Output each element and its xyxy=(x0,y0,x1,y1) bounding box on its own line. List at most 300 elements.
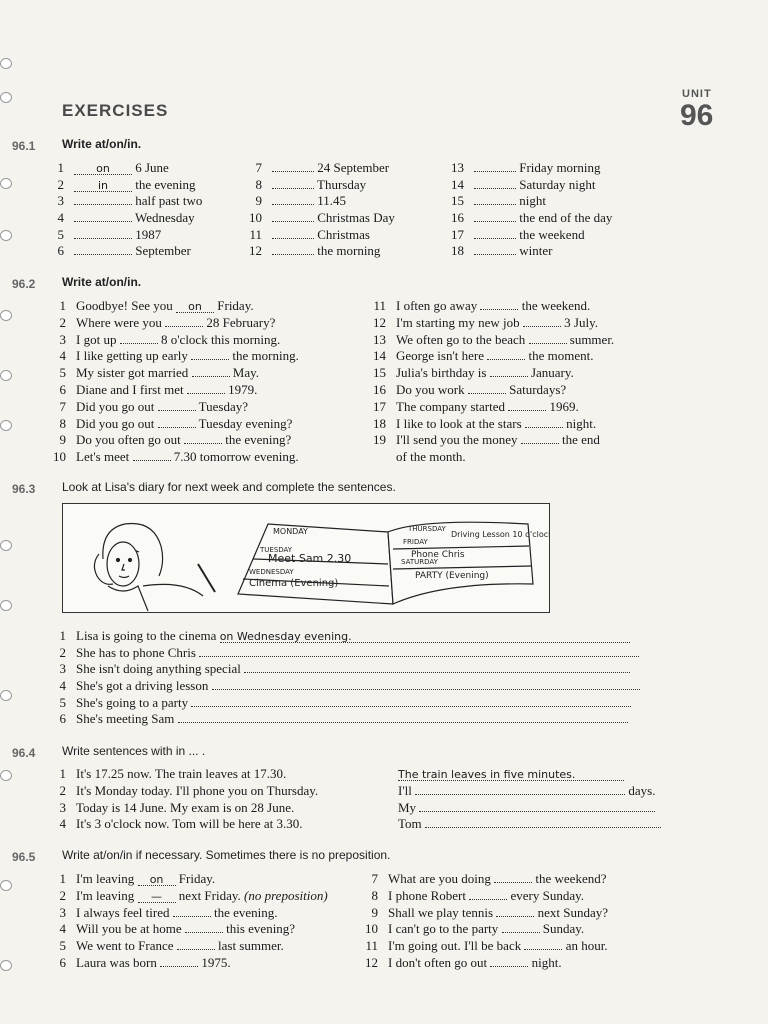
answer-blank[interactable] xyxy=(494,882,532,883)
item-number: 1 xyxy=(59,766,66,781)
answer-blank[interactable] xyxy=(212,689,640,690)
answer-blank[interactable] xyxy=(474,238,516,239)
exercise-item xyxy=(248,193,395,210)
unit-label: UNIT xyxy=(682,88,712,100)
item-number: 17 xyxy=(451,226,464,242)
item-text: 24 September xyxy=(317,160,390,175)
item-text: the morning xyxy=(317,243,381,259)
exercise-961-col1 xyxy=(50,160,202,260)
answer-blank[interactable] xyxy=(469,899,507,900)
answer-blank[interactable]: on Wednesday evening. xyxy=(220,632,630,643)
item-text: Christmas xyxy=(317,226,370,242)
answer-blank[interactable] xyxy=(480,309,518,310)
binder-hole xyxy=(0,960,12,971)
answer-blank[interactable] xyxy=(177,949,215,950)
item-number: 6 xyxy=(59,381,66,397)
item-text: this evening? xyxy=(226,921,296,937)
item-text: Friday. xyxy=(217,298,254,313)
diary-saturday-note: PARTY (Evening) xyxy=(415,571,489,581)
item-text: I'm going out. I'll be back xyxy=(388,938,525,954)
diary-drawing xyxy=(63,504,549,612)
binder-hole xyxy=(0,370,12,381)
item-text: It's 3 o'clock now. Tom will be here at 3.30. xyxy=(76,816,303,832)
answer-blank[interactable]: The train leaves in five minutes. xyxy=(398,770,624,781)
binder-hole xyxy=(0,600,12,611)
item-text: Tuesday? xyxy=(198,398,248,414)
exercise-item xyxy=(450,243,612,260)
exercise-item xyxy=(52,365,299,382)
item-number: 5 xyxy=(59,938,66,954)
exercise-item xyxy=(50,177,202,194)
exercise-item xyxy=(372,416,614,433)
item-text: We went to France xyxy=(76,938,177,954)
exercise-item xyxy=(372,365,614,382)
exercise-item xyxy=(372,348,614,365)
answer-blank[interactable] xyxy=(415,794,625,795)
item-number: 8 xyxy=(59,415,66,431)
exercise-961-col3 xyxy=(450,160,612,260)
item-text: Sunday. xyxy=(542,921,585,937)
item-text: Friday. xyxy=(178,871,216,886)
item-number: 1 xyxy=(57,160,64,175)
item-text: the weekend? xyxy=(535,871,607,886)
item-text: She's meeting Sam xyxy=(76,711,178,727)
exercise-item xyxy=(52,955,328,972)
item-text: Shall we play tennis xyxy=(388,904,497,920)
item-text: Diane and I first met xyxy=(76,381,187,397)
item-text: 1975. xyxy=(201,954,231,970)
exercise-item xyxy=(52,783,672,800)
item-text: summer. xyxy=(569,331,615,347)
item-text: Saturdays? xyxy=(509,381,567,397)
answer-start: My xyxy=(398,799,420,815)
answer-blank[interactable]: in xyxy=(74,181,132,192)
item-number: 14 xyxy=(373,348,386,364)
exercise-item xyxy=(372,298,614,315)
item-number: 4 xyxy=(57,210,64,226)
diary-wednesday: WEDNESDAY xyxy=(249,568,294,576)
item-text: the end xyxy=(562,432,600,448)
item-number: 5 xyxy=(57,226,64,242)
exercise-item xyxy=(52,416,299,433)
exercise-item xyxy=(52,711,640,728)
item-text: I can't go to the party xyxy=(388,921,502,937)
answer-blank[interactable] xyxy=(496,916,534,917)
item-number: 4 xyxy=(59,921,66,937)
item-text: last summer. xyxy=(218,938,284,954)
exercise-item xyxy=(52,628,640,645)
item-text: January. xyxy=(530,365,574,381)
item-number: 3 xyxy=(57,193,64,209)
item-number: 12 xyxy=(249,243,262,259)
answer-blank[interactable] xyxy=(419,811,655,812)
answer-blank[interactable] xyxy=(508,410,546,411)
diary-monday: MONDAY xyxy=(273,527,308,536)
item-text: I like getting up early xyxy=(76,348,192,364)
item-text: 3 July. xyxy=(564,314,598,330)
item-number: 6 xyxy=(59,954,66,970)
answer-blank[interactable] xyxy=(523,326,561,327)
item-text: night xyxy=(519,193,546,209)
diary-friday: FRIDAY xyxy=(403,538,428,546)
answer-blank[interactable] xyxy=(191,359,229,360)
answer-blank[interactable] xyxy=(524,949,562,950)
item-text: 8 o'clock this morning. xyxy=(160,331,281,347)
item-text: It's Monday today. I'll phone you on Thursday. xyxy=(76,782,319,798)
item-number: 7 xyxy=(255,160,262,175)
item-text: We often go to the beach xyxy=(396,331,529,347)
binder-hole xyxy=(0,92,12,103)
item-text: winter xyxy=(519,243,553,259)
answer-blank[interactable] xyxy=(272,204,314,205)
item-text: 6 June xyxy=(135,160,169,175)
item-text: I don't often go out xyxy=(388,954,491,970)
item-text: She's going to a party xyxy=(76,694,192,710)
diary-tuesday: TUESDAY xyxy=(260,546,293,554)
exercise-item xyxy=(50,227,202,244)
item-text: Goodbye! See you xyxy=(76,298,177,313)
item-text: Do you often go out xyxy=(76,432,184,448)
item-number: 18 xyxy=(451,243,464,259)
item-text: 1987 xyxy=(135,226,162,242)
exercise-instruction: Look at Lisa's diary for next week and complete the sentences. xyxy=(62,480,396,494)
answer-line-group xyxy=(398,766,624,783)
answer-blank[interactable] xyxy=(272,171,314,172)
item-text: an hour. xyxy=(565,938,608,954)
item-number: 3 xyxy=(59,331,66,347)
answer-blank[interactable]: on xyxy=(176,302,214,313)
answer-blank[interactable] xyxy=(487,359,525,360)
answer-blank[interactable] xyxy=(474,171,516,172)
exercise-instruction: Write at/on/in. xyxy=(62,275,142,289)
exercise-item xyxy=(52,695,640,712)
answer-blank[interactable] xyxy=(272,254,314,255)
item-text: She isn't doing anything special xyxy=(76,661,245,677)
item-text: What are you doing xyxy=(388,871,495,886)
exercise-item xyxy=(372,432,614,449)
item-text: 1969. xyxy=(549,398,579,414)
answer-blank[interactable] xyxy=(474,254,516,255)
item-number: 2 xyxy=(59,782,66,798)
item-number: 2 xyxy=(59,644,66,660)
answer-blank[interactable] xyxy=(192,376,230,377)
exercise-963-items xyxy=(52,628,640,728)
exercise-item xyxy=(364,888,608,905)
item-text: I'm leaving xyxy=(76,871,138,886)
exercise-item xyxy=(364,921,608,938)
exercise-item xyxy=(248,160,395,177)
item-number: 4 xyxy=(59,678,66,694)
answer-line-group xyxy=(398,800,655,817)
answer-blank[interactable] xyxy=(74,221,132,222)
answer-blank[interactable] xyxy=(185,932,223,933)
exercise-item xyxy=(248,177,395,194)
item-number: 18 xyxy=(373,415,386,431)
exercise-item xyxy=(450,177,612,194)
answer-blank[interactable] xyxy=(158,427,196,428)
item-text: Today is 14 June. My exam is on 28 June. xyxy=(76,799,295,815)
item-number: 7 xyxy=(59,398,66,414)
item-text: She has to phone Chris xyxy=(76,644,200,660)
binder-hole xyxy=(0,310,12,321)
item-text: night. xyxy=(566,415,597,431)
item-number: 7 xyxy=(371,871,378,886)
diary-wednesday-note: Cinema (Evening) xyxy=(249,578,339,589)
answer-blank[interactable] xyxy=(272,188,314,189)
exercise-item xyxy=(52,382,299,399)
item-text: Did you go out xyxy=(76,415,158,431)
unit-number: 96 xyxy=(680,99,714,132)
answer-blank[interactable] xyxy=(187,393,225,394)
item-text: Where were you xyxy=(76,314,166,330)
page-title: EXERCISES xyxy=(62,101,169,120)
item-text: Wednesday xyxy=(135,210,195,226)
item-number: 3 xyxy=(59,799,66,815)
item-number: 16 xyxy=(373,381,386,397)
item-text: 1979. xyxy=(228,381,258,397)
answer-blank[interactable] xyxy=(133,460,171,461)
exercise-item xyxy=(52,871,328,888)
answer-blank[interactable] xyxy=(525,427,563,428)
item-text: Did you go out xyxy=(76,398,158,414)
item-text: The company started xyxy=(396,398,509,414)
diary-friday-note: Phone Chris xyxy=(411,550,465,560)
answer-blank[interactable] xyxy=(272,221,314,222)
exercise-item xyxy=(52,905,328,922)
answer-start: Tom xyxy=(398,816,425,832)
item-number: 3 xyxy=(59,904,66,920)
item-text: Lisa is going to the cinema xyxy=(76,628,220,643)
exercise-number: 96.2 xyxy=(12,277,36,291)
answer-blank[interactable] xyxy=(74,238,132,239)
item-number: 17 xyxy=(373,398,386,414)
binder-hole xyxy=(0,58,12,69)
exercise-item xyxy=(372,399,614,416)
exercise-item xyxy=(372,449,614,466)
exercise-item xyxy=(52,348,299,365)
exercise-item xyxy=(450,210,612,227)
item-text: 11.45 xyxy=(317,193,347,209)
answer-blank[interactable] xyxy=(490,376,528,377)
answer-blank[interactable] xyxy=(474,221,516,222)
exercise-item xyxy=(248,227,395,244)
exercise-item xyxy=(52,678,640,695)
item-text: I'll send you the money xyxy=(396,432,521,448)
exercise-item xyxy=(50,210,202,227)
item-text: the evening? xyxy=(225,432,292,448)
exercise-item xyxy=(52,449,299,466)
item-text: Do you work xyxy=(396,381,468,397)
item-text: I always feel tired xyxy=(76,904,173,920)
item-number: 10 xyxy=(249,210,262,226)
item-text: She's got a driving lesson xyxy=(76,678,212,694)
item-number: 15 xyxy=(451,193,464,209)
answer-blank[interactable] xyxy=(173,916,211,917)
diary-thursday: THURSDAY xyxy=(408,525,446,533)
item-text: I'm starting my new job xyxy=(396,314,523,330)
item-number: 19 xyxy=(373,432,386,448)
answer-start: I'll xyxy=(398,782,416,798)
item-number: 1 xyxy=(59,298,66,313)
item-number: 14 xyxy=(451,176,464,192)
item-text: the weekend xyxy=(519,226,585,242)
item-text: Friday morning xyxy=(519,160,601,175)
item-text: Laura was born xyxy=(76,954,161,970)
exercise-962-left xyxy=(52,298,299,466)
item-text: Tuesday evening? xyxy=(198,415,293,431)
binder-hole xyxy=(0,178,12,189)
exercise-item xyxy=(52,298,299,315)
answer-blank[interactable] xyxy=(272,238,314,239)
item-text: I got up xyxy=(76,331,120,347)
diary-tuesday-note: Meet Sam 2.30 xyxy=(268,552,352,565)
item-text: half past two xyxy=(135,193,203,209)
exercise-item xyxy=(52,766,672,783)
item-text: of the month. xyxy=(396,449,466,465)
exercise-item xyxy=(52,399,299,416)
item-text: next Sunday? xyxy=(537,904,608,920)
exercise-item xyxy=(52,661,640,678)
answer-blank[interactable] xyxy=(474,188,516,189)
answer-blank[interactable] xyxy=(178,722,628,723)
item-number: 2 xyxy=(59,887,66,903)
answer-blank[interactable]: on xyxy=(74,164,132,175)
item-text: Julia's birthday is xyxy=(396,365,490,381)
exercise-item xyxy=(50,243,202,260)
exercise-item xyxy=(364,938,608,955)
answer-blank[interactable] xyxy=(158,410,196,411)
item-number: 16 xyxy=(451,210,464,226)
binder-hole xyxy=(0,540,12,551)
answer-blank[interactable] xyxy=(521,443,559,444)
exercise-number: 96.5 xyxy=(12,850,36,864)
item-text: the evening. xyxy=(213,904,278,920)
item-number: 3 xyxy=(59,661,66,677)
exercise-item xyxy=(52,332,299,349)
exercise-962-right xyxy=(372,298,614,466)
binder-hole xyxy=(0,770,12,781)
exercise-item xyxy=(52,800,672,817)
lisa-figure xyxy=(94,523,215,611)
answer-blank[interactable] xyxy=(468,393,506,394)
item-number: 6 xyxy=(59,711,66,727)
answer-end: days. xyxy=(625,782,656,798)
exercise-item xyxy=(364,905,608,922)
item-number: 11 xyxy=(365,938,378,954)
answer-blank[interactable]: on xyxy=(138,875,176,886)
binder-hole xyxy=(0,420,12,431)
item-number: 12 xyxy=(365,954,378,970)
item-number: 9 xyxy=(59,432,66,448)
exercise-item xyxy=(372,382,614,399)
item-text: every Sunday. xyxy=(510,887,585,903)
exercise-961-col2 xyxy=(248,160,395,260)
answer-blank[interactable] xyxy=(529,343,567,344)
exercise-item xyxy=(52,432,299,449)
answer-blank[interactable] xyxy=(74,254,132,255)
item-number: 10 xyxy=(365,921,378,937)
item-number: 11 xyxy=(373,298,386,313)
exercise-item xyxy=(52,645,640,662)
item-text: Will you be at home xyxy=(76,921,185,937)
item-text: I phone Robert xyxy=(388,887,470,903)
answer-blank[interactable] xyxy=(199,656,639,657)
item-text: May. xyxy=(232,365,260,381)
exercise-item xyxy=(450,227,612,244)
item-text: I often go away xyxy=(396,298,481,313)
item-number: 1 xyxy=(59,628,66,643)
item-number: 13 xyxy=(373,331,386,347)
binder-hole xyxy=(0,690,12,701)
answer-blank[interactable] xyxy=(244,672,630,673)
exercise-item xyxy=(52,921,328,938)
item-number: 6 xyxy=(57,243,64,259)
answer-blank[interactable] xyxy=(184,443,222,444)
binder-hole xyxy=(0,880,12,891)
item-number: 10 xyxy=(53,449,66,465)
diary-saturday: SATURDAY xyxy=(401,558,438,566)
item-number: 9 xyxy=(255,193,262,209)
answer-blank[interactable] xyxy=(425,827,661,828)
item-number: 2 xyxy=(57,176,64,192)
exercise-964-items xyxy=(52,766,672,833)
answer-blank[interactable]: — xyxy=(138,892,176,903)
diary-illustration xyxy=(62,503,550,613)
item-text: It's 17.25 now. The train leaves at 17.30. xyxy=(76,766,287,781)
answer-blank[interactable] xyxy=(160,966,198,967)
item-number: 5 xyxy=(59,365,66,381)
answer-blank[interactable] xyxy=(74,204,132,205)
item-note: (no preposition) xyxy=(240,887,328,903)
item-text: night. xyxy=(531,954,562,970)
item-number: 15 xyxy=(373,365,386,381)
item-number: 4 xyxy=(59,816,66,832)
item-text: Saturday night xyxy=(519,176,596,192)
item-text: 28 February? xyxy=(206,314,276,330)
exercise-item xyxy=(364,955,608,972)
item-number: 9 xyxy=(371,904,378,920)
answer-blank[interactable] xyxy=(490,966,528,967)
exercise-item xyxy=(372,315,614,332)
exercise-instruction: Write at/on/in. xyxy=(62,137,142,151)
exercise-item xyxy=(372,332,614,349)
answer-line-group xyxy=(398,783,656,800)
exercise-number: 96.3 xyxy=(12,482,36,496)
answer-blank[interactable] xyxy=(502,932,540,933)
item-text: George isn't here xyxy=(396,348,488,364)
exercise-item xyxy=(52,816,672,833)
answer-blank[interactable] xyxy=(191,706,631,707)
item-number: 12 xyxy=(373,314,386,330)
item-text: I like to look at the stars xyxy=(396,415,525,431)
exercise-item xyxy=(52,315,299,332)
item-text: I'm leaving xyxy=(76,887,138,903)
answer-blank[interactable] xyxy=(165,326,203,327)
item-number: 4 xyxy=(59,348,66,364)
item-number: 2 xyxy=(59,314,66,330)
item-number: 11 xyxy=(249,226,262,242)
item-text: Let's meet xyxy=(76,449,133,465)
item-text: Christmas Day xyxy=(317,210,395,226)
binder-hole xyxy=(0,230,12,241)
exercise-item xyxy=(50,193,202,210)
item-text: 7.30 tomorrow evening. xyxy=(173,449,299,465)
item-text: next Friday. xyxy=(178,887,241,903)
item-text: My sister got married xyxy=(76,365,192,381)
answer-blank[interactable] xyxy=(120,343,158,344)
answer-blank[interactable] xyxy=(474,204,516,205)
item-text: the weekend. xyxy=(521,298,591,313)
